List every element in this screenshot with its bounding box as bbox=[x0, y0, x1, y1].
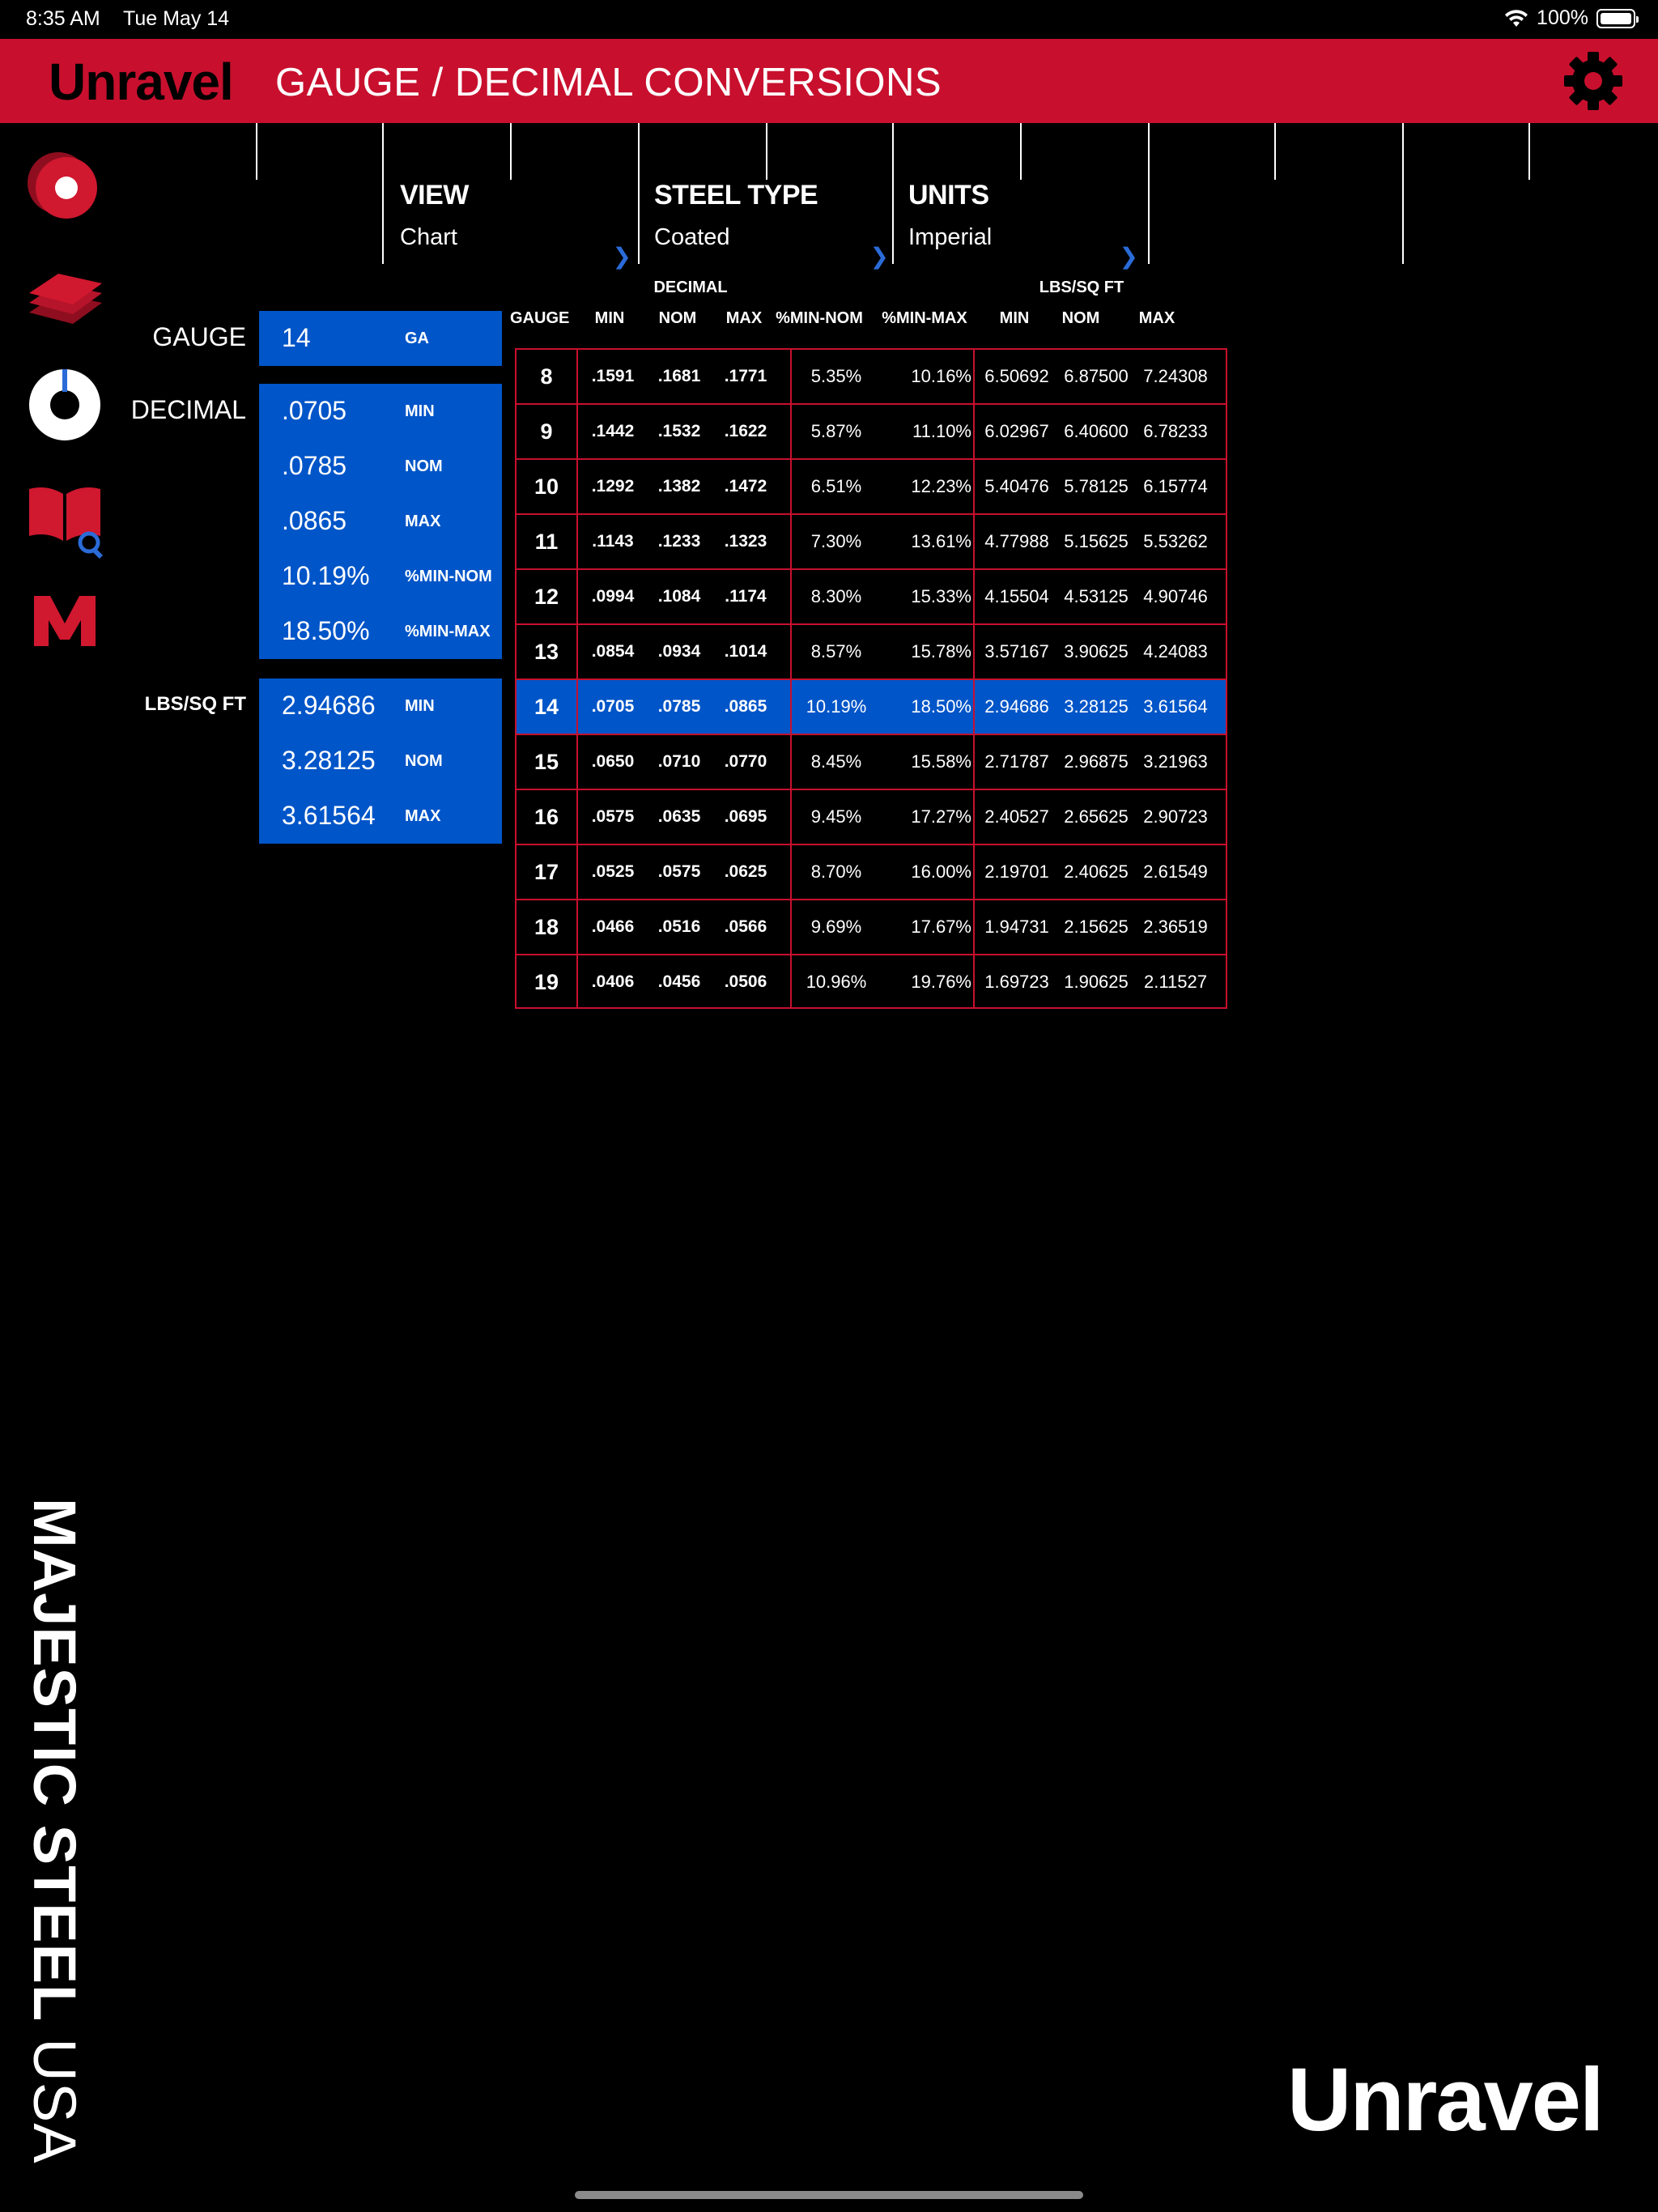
table-row[interactable] bbox=[515, 403, 1227, 458]
units-selector-title: UNITS bbox=[908, 180, 989, 211]
table-cell: 6.02967 bbox=[984, 421, 1049, 441]
decimal-max-unit: MAX bbox=[405, 513, 441, 530]
decimal-min-nom-field[interactable] bbox=[259, 549, 502, 604]
table-group-header-decimal: DECIMAL bbox=[653, 279, 728, 296]
company-name-thin: USA bbox=[21, 2038, 88, 2164]
status-bar bbox=[0, 0, 1658, 39]
table-column-header: MAX bbox=[1138, 309, 1175, 327]
table-cell: 6.87500 bbox=[1064, 366, 1129, 386]
divider-line bbox=[1528, 123, 1530, 180]
table-cell: .0456 bbox=[657, 972, 701, 991]
table-cell: 4.77988 bbox=[984, 531, 1049, 551]
table-cell: 2.40625 bbox=[1064, 861, 1129, 882]
gauge-ring-icon[interactable] bbox=[24, 364, 105, 445]
table-cell: .0710 bbox=[657, 752, 701, 771]
table-cell: .0625 bbox=[724, 862, 767, 881]
table-cell: .1084 bbox=[657, 587, 701, 606]
decimal-max-field[interactable] bbox=[259, 494, 502, 549]
table-cell: .1771 bbox=[724, 367, 767, 385]
chevron-right-icon: ❯ bbox=[869, 244, 889, 269]
table-cell: 6.51% bbox=[810, 476, 862, 496]
divider-line bbox=[382, 123, 384, 264]
battery-icon bbox=[1596, 9, 1635, 28]
table-row[interactable] bbox=[515, 789, 1227, 844]
view-selector-value: Chart bbox=[400, 224, 457, 250]
table-column-header: NOM bbox=[658, 309, 697, 327]
weight-nom-unit: NOM bbox=[405, 752, 443, 770]
chevron-right-icon: ❯ bbox=[1119, 244, 1138, 269]
table-divider bbox=[576, 570, 578, 623]
status-date: Tue May 14 bbox=[123, 7, 230, 30]
table-column-header: MIN bbox=[594, 309, 625, 327]
table-cell: 19.76% bbox=[911, 972, 971, 992]
weight-panel bbox=[259, 678, 502, 844]
divider-line bbox=[1402, 123, 1404, 264]
decimal-min-max-field[interactable] bbox=[259, 604, 502, 659]
majestic-steel-logo bbox=[20, 1498, 89, 2164]
table-cell: .0770 bbox=[724, 752, 767, 771]
gauge-unit: GA bbox=[405, 330, 429, 347]
table-divider bbox=[576, 350, 578, 403]
table-cell: 3.61564 bbox=[1143, 696, 1208, 717]
table-cell: 9.69% bbox=[810, 917, 862, 937]
table-cell: 3.90625 bbox=[1064, 641, 1129, 661]
table-cell: .0506 bbox=[724, 972, 767, 991]
table-cell: .1143 bbox=[592, 532, 634, 551]
table-cell: .0525 bbox=[591, 862, 635, 881]
table-cell: 8.30% bbox=[810, 586, 862, 606]
decimal-min-max-value: 18.50% bbox=[282, 616, 370, 645]
table-row[interactable] bbox=[515, 623, 1227, 678]
steel-type-selector-value: Coated bbox=[654, 224, 730, 250]
table-cell-gauge: 18 bbox=[534, 915, 559, 939]
decimal-min-unit: MIN bbox=[405, 402, 435, 420]
decimal-panel bbox=[259, 384, 502, 659]
table-cell-gauge: 8 bbox=[540, 364, 553, 389]
table-cell: 2.19701 bbox=[984, 861, 1049, 882]
table-row[interactable] bbox=[515, 844, 1227, 899]
table-cell-gauge: 10 bbox=[534, 474, 559, 499]
weight-label: LBS/SQ FT bbox=[144, 693, 246, 715]
table-cell: 11.10% bbox=[912, 421, 971, 441]
table-divider bbox=[576, 405, 578, 458]
decimal-min-field[interactable] bbox=[259, 384, 502, 439]
table-cell: 2.96875 bbox=[1064, 751, 1129, 772]
table-cell: 4.90746 bbox=[1143, 586, 1208, 606]
table-column-header: %MIN-NOM bbox=[776, 309, 863, 327]
view-selector-title: VIEW bbox=[400, 180, 469, 211]
gear-icon[interactable] bbox=[1562, 50, 1624, 112]
table-cell: .0635 bbox=[657, 807, 701, 826]
company-name-bold: MAJESTIC STEEL bbox=[21, 1498, 88, 2021]
table-cell-gauge: 9 bbox=[540, 419, 553, 444]
table-cell: 9.45% bbox=[810, 806, 862, 827]
units-selector[interactable] bbox=[908, 180, 1151, 269]
table-column-header: MAX bbox=[725, 309, 763, 327]
table-cell: 6.40600 bbox=[1064, 421, 1129, 441]
table-cell: .0865 bbox=[724, 697, 767, 716]
view-selector[interactable] bbox=[400, 180, 643, 269]
table-cell: .0575 bbox=[591, 807, 635, 826]
table-cell: .1622 bbox=[724, 422, 767, 440]
table-cell-gauge: 11 bbox=[534, 530, 559, 554]
table-cell: 5.35% bbox=[810, 366, 862, 386]
table-column-header: %MIN-MAX bbox=[882, 309, 967, 327]
coil-icon[interactable] bbox=[24, 146, 105, 227]
table-cell: 15.58% bbox=[911, 751, 971, 772]
table-row[interactable] bbox=[515, 568, 1227, 623]
table-cell: .0695 bbox=[724, 807, 767, 826]
table-divider bbox=[576, 790, 578, 844]
gauge-input[interactable] bbox=[259, 311, 502, 366]
divider-line bbox=[1020, 123, 1022, 180]
decimal-nom-field[interactable] bbox=[259, 439, 502, 494]
decimal-nom-unit: NOM bbox=[405, 457, 443, 475]
table-cell: 4.53125 bbox=[1064, 586, 1129, 606]
table-cell: 6.78233 bbox=[1143, 421, 1208, 441]
table-cell: .0650 bbox=[591, 752, 635, 771]
table-cell: 4.15504 bbox=[984, 586, 1049, 606]
table-cell: 1.94731 bbox=[984, 917, 1049, 937]
table-cell: 5.40476 bbox=[984, 476, 1049, 496]
divider-line bbox=[510, 123, 512, 180]
table-cell: .0516 bbox=[657, 917, 701, 936]
steel-type-selector-title: STEEL TYPE bbox=[654, 180, 818, 211]
home-indicator[interactable] bbox=[575, 2191, 1083, 2199]
table-cell: .1292 bbox=[591, 477, 635, 496]
battery-percent: 100% bbox=[1537, 6, 1588, 29]
table-divider bbox=[576, 680, 578, 734]
table-cell: 5.15625 bbox=[1064, 531, 1129, 551]
status-time: 8:35 AM bbox=[26, 7, 100, 30]
brand-logo[interactable]: Unravel bbox=[49, 53, 233, 111]
table-cell-gauge: 15 bbox=[534, 750, 559, 774]
table-divider bbox=[576, 460, 578, 513]
table-cell: 5.53262 bbox=[1143, 531, 1208, 551]
table-cell: .0854 bbox=[591, 642, 635, 661]
table-cell: .0934 bbox=[657, 642, 701, 661]
table-cell: 10.96% bbox=[806, 972, 867, 992]
table-cell: 5.87% bbox=[810, 421, 862, 441]
table-cell: 10.19% bbox=[806, 696, 867, 717]
table-cell: 15.33% bbox=[911, 586, 971, 606]
decimal-label: DECIMAL bbox=[130, 395, 246, 424]
table-cell: .1233 bbox=[657, 532, 701, 551]
table-cell: 16.00% bbox=[911, 861, 971, 882]
table-cell: 3.21963 bbox=[1143, 751, 1208, 772]
status-indicators bbox=[1504, 6, 1635, 30]
weight-max-unit: MAX bbox=[405, 807, 441, 825]
weight-nom-value: 3.28125 bbox=[282, 746, 376, 775]
table-cell: 8.70% bbox=[810, 861, 862, 882]
weight-max-field[interactable] bbox=[259, 789, 502, 844]
weight-min-value: 2.94686 bbox=[282, 691, 376, 720]
table-cell: 2.71787 bbox=[984, 751, 1049, 772]
brand-logo-bottom: Unravel bbox=[1287, 2050, 1603, 2150]
table-cell: 2.94686 bbox=[984, 696, 1049, 717]
table-cell: 3.57167 bbox=[984, 641, 1049, 661]
decimal-min-nom-value: 10.19% bbox=[282, 561, 370, 590]
decimal-nom-value: .0785 bbox=[282, 451, 347, 480]
table-cell-gauge: 12 bbox=[534, 585, 559, 609]
divider-line bbox=[256, 123, 257, 180]
table-cell: .0575 bbox=[657, 862, 701, 881]
table-row[interactable] bbox=[515, 513, 1227, 568]
table-row-selected[interactable] bbox=[515, 678, 1227, 734]
table-group-header-weight: LBS/SQ FT bbox=[1039, 279, 1124, 296]
weight-nom-field[interactable] bbox=[259, 734, 502, 789]
table-cell: 6.50692 bbox=[984, 366, 1049, 386]
table-cell-gauge: 16 bbox=[534, 805, 559, 829]
table-cell: 2.36519 bbox=[1143, 917, 1208, 937]
table-cell: 2.40527 bbox=[984, 806, 1049, 827]
decimal-max-value: .0865 bbox=[282, 506, 347, 535]
table-divider bbox=[576, 735, 578, 789]
table-cell: 13.61% bbox=[911, 531, 971, 551]
table-cell: 1.69723 bbox=[984, 972, 1049, 992]
gauge-label: GAUGE bbox=[152, 322, 246, 351]
table-column-header: NOM bbox=[1061, 309, 1100, 327]
table-divider bbox=[576, 900, 578, 954]
table-cell: .1532 bbox=[657, 422, 701, 440]
table-cell: 7.24308 bbox=[1143, 366, 1208, 386]
table-cell: 2.65625 bbox=[1064, 806, 1129, 827]
table-cell: 1.90625 bbox=[1064, 972, 1129, 992]
table-cell: .1591 bbox=[591, 367, 635, 385]
book-search-icon[interactable] bbox=[24, 478, 105, 559]
table-divider bbox=[576, 515, 578, 568]
sheets-icon[interactable] bbox=[24, 257, 105, 338]
table-cell: .0785 bbox=[657, 697, 701, 716]
page-title: GAUGE / DECIMAL CONVERSIONS bbox=[275, 61, 942, 104]
table-cell: 8.45% bbox=[810, 751, 862, 772]
table-cell: .1014 bbox=[724, 642, 767, 661]
table-cell: 7.30% bbox=[810, 531, 862, 551]
table-row[interactable] bbox=[515, 348, 1227, 403]
table-cell: .1472 bbox=[724, 477, 767, 496]
weight-min-unit: MIN bbox=[405, 697, 435, 715]
decimal-min-value: .0705 bbox=[282, 396, 347, 425]
table-cell: 2.90723 bbox=[1143, 806, 1208, 827]
table-cell: 10.16% bbox=[911, 366, 971, 386]
table-cell: .1681 bbox=[657, 367, 701, 385]
divider-line bbox=[1274, 123, 1276, 180]
table-cell: 18.50% bbox=[911, 696, 971, 717]
table-cell-gauge: 13 bbox=[534, 640, 559, 664]
table-cell: 15.78% bbox=[911, 641, 971, 661]
table-cell: .1174 bbox=[725, 587, 767, 606]
table-cell: .1442 bbox=[591, 422, 635, 440]
steel-type-selector[interactable] bbox=[654, 180, 897, 269]
table-cell: .0994 bbox=[591, 587, 635, 606]
app-header bbox=[0, 39, 1658, 123]
table-cell-gauge: 17 bbox=[534, 860, 559, 884]
table-cell: 12.23% bbox=[911, 476, 971, 496]
chevron-right-icon: ❯ bbox=[612, 244, 631, 269]
table-cell: 8.57% bbox=[810, 641, 862, 661]
weight-min-field[interactable] bbox=[259, 678, 502, 734]
table-divider bbox=[576, 955, 578, 1009]
table-cell: .1382 bbox=[657, 477, 701, 496]
divider-line bbox=[766, 123, 767, 180]
table-cell: 2.61549 bbox=[1143, 861, 1208, 882]
table-cell: 4.24083 bbox=[1143, 641, 1208, 661]
table-divider bbox=[576, 625, 578, 678]
table-row[interactable] bbox=[515, 458, 1227, 513]
table-cell: .0705 bbox=[591, 697, 635, 716]
decimal-min-max-unit: %MIN-MAX bbox=[405, 623, 491, 640]
table-cell: .0406 bbox=[591, 972, 635, 991]
table-cell: .1323 bbox=[724, 532, 767, 551]
table-cell: 2.15625 bbox=[1064, 917, 1129, 937]
majestic-m-icon[interactable] bbox=[24, 581, 105, 662]
table-cell: .0466 bbox=[591, 917, 635, 936]
table-row[interactable] bbox=[515, 734, 1227, 789]
weight-max-value: 3.61564 bbox=[282, 801, 376, 830]
table-column-header: GAUGE bbox=[510, 309, 570, 327]
table-cell: 5.78125 bbox=[1064, 476, 1129, 496]
table-cell: 6.15774 bbox=[1143, 476, 1208, 496]
decimal-min-nom-unit: %MIN-NOM bbox=[405, 568, 492, 585]
table-cell: 3.28125 bbox=[1064, 696, 1129, 717]
table-row[interactable] bbox=[515, 899, 1227, 954]
units-selector-value: Imperial bbox=[908, 224, 993, 250]
table-cell-gauge: 14 bbox=[534, 695, 559, 719]
table-cell: 17.27% bbox=[911, 806, 971, 827]
wifi-icon bbox=[1504, 9, 1528, 28]
table-cell-gauge: 19 bbox=[534, 970, 559, 994]
table-cell: 2.11527 bbox=[1144, 972, 1207, 992]
table-divider bbox=[576, 845, 578, 899]
table-cell: .0566 bbox=[724, 917, 767, 936]
table-row[interactable] bbox=[515, 954, 1227, 1009]
table-column-header: MIN bbox=[999, 309, 1030, 327]
table-cell: 17.67% bbox=[911, 917, 971, 937]
gauge-value: 14 bbox=[282, 323, 311, 352]
